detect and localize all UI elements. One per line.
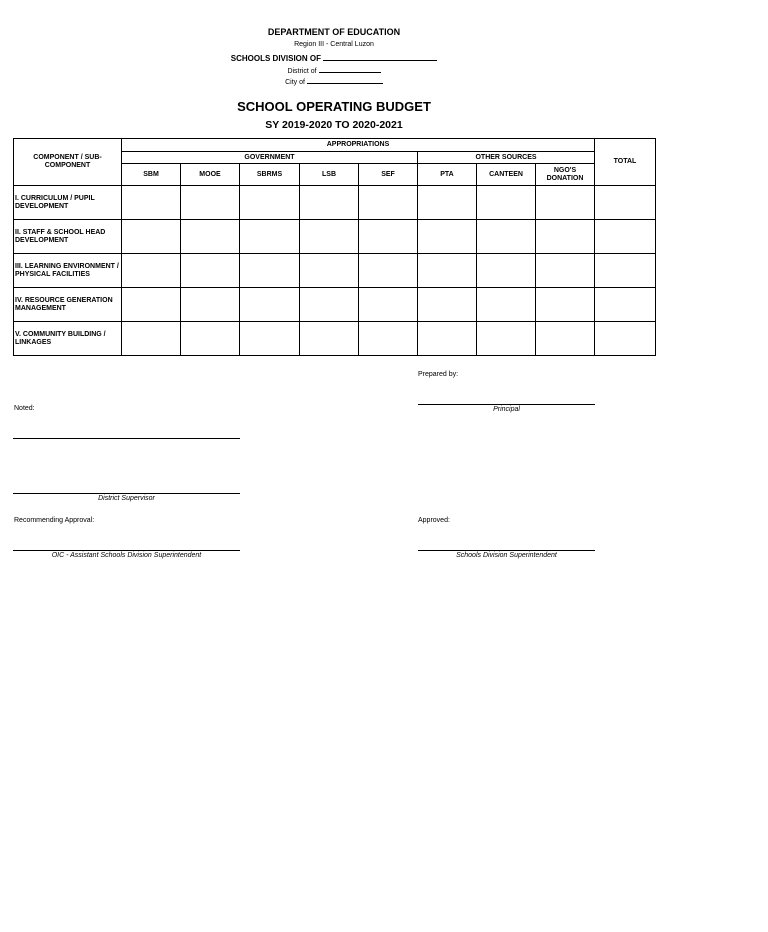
district-supervisor-signature-line[interactable] (13, 493, 240, 494)
col-sbrms: SBRMS (240, 164, 300, 186)
col-lsb: LSB (300, 164, 359, 186)
table-cell[interactable] (240, 220, 300, 254)
table-cell[interactable] (300, 220, 359, 254)
table-cell[interactable] (536, 220, 595, 254)
table-cell[interactable] (300, 254, 359, 288)
table-cell[interactable] (418, 254, 477, 288)
table-row (14, 220, 656, 254)
table-cell[interactable] (122, 288, 181, 322)
table-cell[interactable] (122, 254, 181, 288)
table-cell[interactable] (595, 254, 656, 288)
table-cell[interactable] (122, 220, 181, 254)
row-label: I. CURRICULUM / PUPIL DEVELOPMENT (14, 186, 122, 220)
recommending-approval-label: Recommending Approval: (14, 517, 95, 524)
table-cell[interactable] (418, 288, 477, 322)
table-cell[interactable] (240, 288, 300, 322)
district-blank (319, 64, 381, 73)
table-cell[interactable] (595, 322, 656, 356)
appropriations-header: APPROPRIATIONS (122, 139, 595, 152)
noted-label: Noted: (14, 405, 35, 412)
prepared-by-label: Prepared by: (418, 371, 459, 378)
table-row (14, 186, 656, 220)
table-cell[interactable] (300, 288, 359, 322)
asds-role: OIC - Assistant Schools Division Superintendent (51, 552, 202, 559)
col-mooe: MOOE (181, 164, 240, 186)
approved-label: Approved: (418, 517, 450, 524)
table-cell[interactable] (181, 186, 240, 220)
component-header: COMPONENT / SUB-COMPONENT (14, 139, 122, 186)
school-year: SY 2019-2020 TO 2020-2021 (265, 119, 403, 131)
table-cell[interactable] (595, 220, 656, 254)
table-cell[interactable] (477, 254, 536, 288)
table-cell[interactable] (536, 322, 595, 356)
division-line (0, 52, 668, 63)
city-line (0, 75, 668, 86)
table-cell[interactable] (477, 288, 536, 322)
city-label: City of (285, 79, 305, 86)
table-cell[interactable] (359, 288, 418, 322)
table-cell[interactable] (300, 322, 359, 356)
region-line: Region III - Central Luzon (294, 41, 374, 48)
table-row (14, 322, 656, 356)
table-cell[interactable] (418, 322, 477, 356)
table-cell[interactable] (300, 186, 359, 220)
col-sef: SEF (359, 164, 418, 186)
row-label: III. LEARNING ENVIRONMENT / PHYSICAL FACILITIES (14, 254, 122, 288)
city-blank (307, 75, 383, 84)
division-label: SCHOOLS DIVISION OF (230, 54, 321, 63)
table-cell[interactable] (240, 322, 300, 356)
principal-signature-line[interactable] (418, 404, 595, 405)
header-row-1 (14, 139, 656, 152)
principal-role: Principal (493, 406, 520, 413)
table-cell[interactable] (359, 254, 418, 288)
table-cell[interactable] (240, 254, 300, 288)
department-heading: DEPARTMENT OF EDUCATION (267, 27, 401, 37)
table-cell[interactable] (240, 186, 300, 220)
row-label: V. COMMUNITY BUILDING / LINKAGES (14, 322, 122, 356)
total-header: TOTAL (595, 139, 656, 186)
table-cell[interactable] (181, 220, 240, 254)
table-cell[interactable] (122, 322, 181, 356)
noted-signature-line[interactable] (13, 438, 240, 439)
col-pta: PTA (418, 164, 477, 186)
table-cell[interactable] (477, 186, 536, 220)
table-cell[interactable] (477, 322, 536, 356)
district-label: District of (287, 68, 317, 75)
table-cell[interactable] (359, 322, 418, 356)
page-title: SCHOOL OPERATING BUDGET (237, 99, 431, 114)
table-cell[interactable] (418, 220, 477, 254)
table-cell[interactable] (595, 186, 656, 220)
asds-signature-line[interactable] (13, 550, 240, 551)
table-cell[interactable] (359, 220, 418, 254)
sds-role: Schools Division Superintendent (456, 552, 557, 559)
table-cell[interactable] (418, 186, 477, 220)
table-row (14, 254, 656, 288)
col-canteen: CANTEEN (477, 164, 536, 186)
table-cell[interactable] (181, 322, 240, 356)
district-line (0, 64, 668, 75)
table-cell[interactable] (359, 186, 418, 220)
district-supervisor-role: District Supervisor (98, 495, 155, 502)
budget-table (13, 138, 656, 356)
table-cell[interactable] (477, 220, 536, 254)
sds-signature-line[interactable] (418, 550, 595, 551)
table-cell[interactable] (536, 254, 595, 288)
table-cell[interactable] (536, 186, 595, 220)
division-blank (323, 52, 437, 61)
table-cell[interactable] (536, 288, 595, 322)
row-label: II. STAFF & SCHOOL HEAD DEVELOPMENT (14, 220, 122, 254)
table-cell[interactable] (181, 254, 240, 288)
table-cell[interactable] (595, 288, 656, 322)
government-header: GOVERNMENT (122, 152, 418, 164)
col-ngo-donation: NGO'S DONATION (536, 164, 595, 186)
row-label: IV. RESOURCE GENERATION MANAGEMENT (14, 288, 122, 322)
table-cell[interactable] (122, 186, 181, 220)
table-cell[interactable] (181, 288, 240, 322)
other-sources-header: OTHER SOURCES (418, 152, 595, 164)
table-row (14, 288, 656, 322)
col-sbm: SBM (122, 164, 181, 186)
